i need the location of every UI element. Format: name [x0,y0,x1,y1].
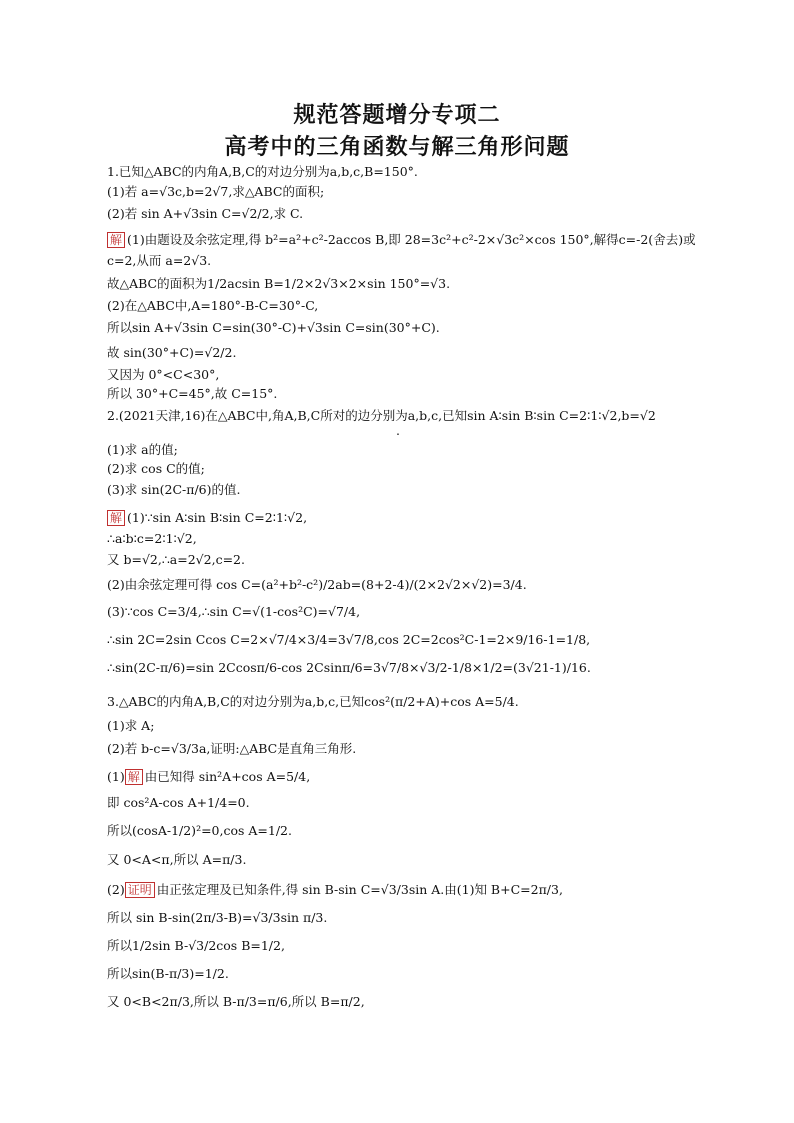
proof-3-line: 所以sin(B-π/3)=1/2. [107,966,229,981]
solution-2-line: 又 b=√2,∴a=2√2,c=2. [107,552,245,567]
solution-3-line: 即 cos²A-cos A+1/4=0. [107,795,250,810]
solution-2-line: (2)由余弦定理可得 cos C=(a²+b²-c²)/2ab=(8+2-4)/(2×2√2×√2)=3/4. [107,577,527,592]
problem-3-part-2: (2)若 b-c=√3/3a,证明:△ABC是直角三角形. [107,741,357,756]
problem-1-part-1: (1)若 a=√3c,b=2√7,求△ABC的面积; [107,184,325,199]
problem-2-part-2: (2)求 cos C的值; [107,461,205,476]
problem-1-part-2: (2)若 sin A+√3sin C=√2/2,求 C. [107,206,304,221]
solution-text: (1)由题设及余弦定理,得 b²=a²+c²-2accos B,即 28=3c²+c²-2×√3c²×cos 150°,解得c=-2(舍去)或 [127,232,696,247]
proof-3-line: 所以 sin B-sin(2π/3-B)=√3/3sin π/3. [107,910,328,925]
proof-3-line: (2) 证明 由正弦定理及已知条件,得 sin B-sin C=√3/3sin A.由(1)知 B+C=2π/3, [107,882,563,897]
page-title: 规范答题增分专项二 [293,103,501,128]
solution-1-line: c=2,从而 a=2√3. [107,253,212,268]
solution-2-line: (3)∵cos C=3/4,∴sin C=√(1-cos²C)=√7/4, [107,604,361,619]
problem-2-stem: 2.(2021天津,16)在△ABC中,角A,B,C所对的边分别为a,b,c,已知sin A∶sin B∶sin C=2∶1∶√2,b=√2 [107,408,656,423]
solution-2-line [107,510,307,526]
proof-text: 由正弦定理及已知条件,得 sin B-sin C=√3/3sin A.由(1)知 B+C=2π/3, [156,882,563,897]
problem-2-part-1: (1)求 a的值; [107,442,178,457]
problem-1-stem: 1.已知△ABC的内角A,B,C的对边分别为a,b,c,B=150°. [107,164,418,179]
solution-text: 由已知得 sin²A+cos A=5/4, [144,769,311,784]
solution-tag: 解 [107,510,125,526]
solution-3-line: 又 0<A<π,所以 A=π/3. [107,852,247,867]
problem-3-part-1: (1)求 A; [107,718,155,733]
solution-1-line: 故 sin(30°+C)=√2/2. [107,345,237,360]
page-subtitle: 高考中的三角函数与解三角形问题 [224,135,570,160]
solution-3-line: 所以(cosA-1/2)²=0,cos A=1/2. [107,823,292,838]
solution-1-line: 故△ABC的面积为1/2acsin B=1/2×2√3×2×sin 150°=√3. [107,276,451,291]
problem-3-stem: 3.△ABC的内角A,B,C的对边分别为a,b,c,已知cos²(π/2+A)+cos A=5/4. [107,694,519,709]
proof-3-line: 又 0<B<2π/3,所以 B-π/3=π/6,所以 B=π/2, [107,994,365,1009]
solution-1-line: 所以sin A+√3sin C=sin(30°-C)+√3sin C=sin(30°+C). [107,320,440,335]
solution-text: (1)∵sin A∶sin B∶sin C=2∶1∶√2, [127,510,308,525]
solution-1-line: (2)在△ABC中,A=180°-B-C=30°-C, [107,298,319,313]
solution-1-line: 所以 30°+C=45°,故 C=15°. [107,386,278,401]
solution-tag: 解 [107,232,125,248]
solution-2-line: ∴a∶b∶c=2∶1∶√2, [107,531,197,546]
problem-2-stem-end: . [396,423,400,438]
solution-tag: 解 [125,769,143,785]
solution-1-line [107,232,696,248]
proof-3-line: 所以1/2sin B-√3/2cos B=1/2, [107,938,285,953]
solution-2-line: ∴sin(2C-π/6)=sin 2Ccosπ/6-cos 2Csinπ/6=3√7/8×√3/2-1/8×1/2=(3√21-1)/16. [107,660,591,675]
solution-1-line: 又因为 0°<C<30°, [107,367,220,382]
problem-2-part-3: (3)求 sin(2C-π/6)的值. [107,482,241,497]
solution-2-line: ∴sin 2C=2sin Ccos C=2×√7/4×3/4=3√7/8,cos 2C=2cos²C-1=2×9/16-1=1/8, [107,632,591,647]
solution-3-line: (1) 解 由已知得 sin²A+cos A=5/4, [107,769,311,784]
proof-tag: 证明 [125,882,155,898]
